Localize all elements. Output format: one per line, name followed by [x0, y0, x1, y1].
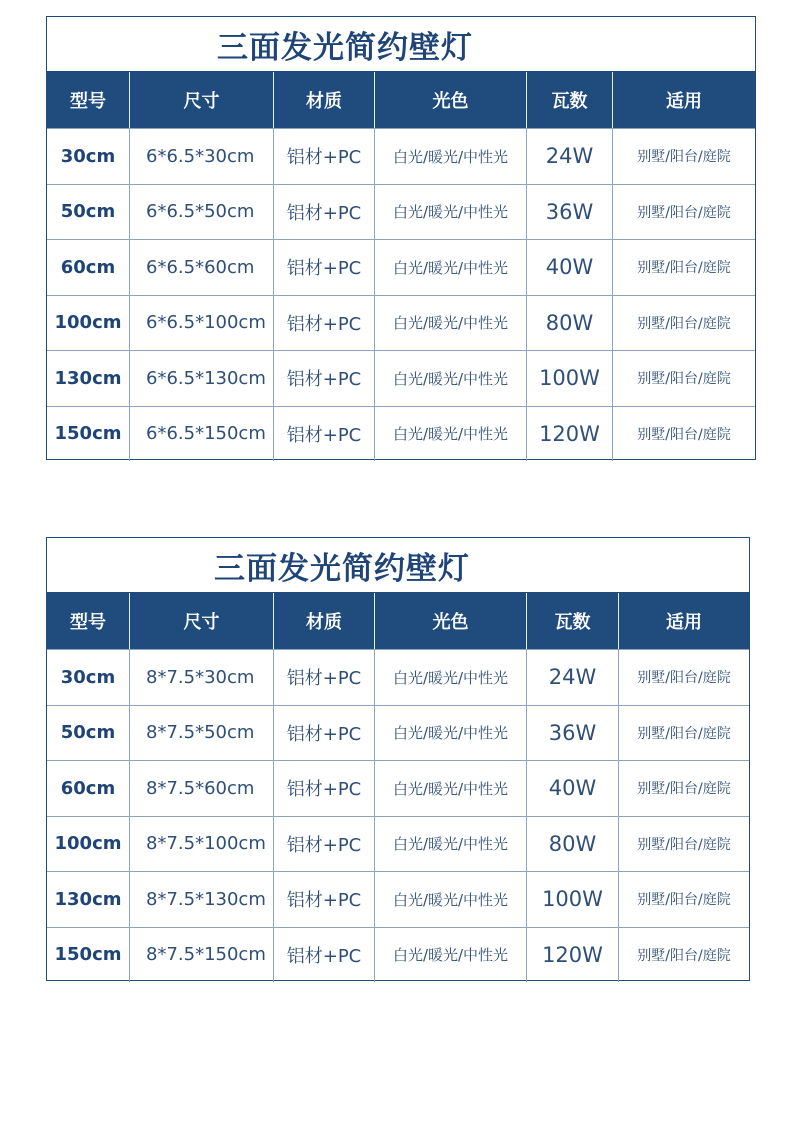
cell-material: 铝材+PC — [274, 296, 375, 351]
table-title-bar — [47, 538, 749, 593]
cell-usage: 别墅/阳台/庭院 — [637, 426, 731, 443]
cell-usage: 别墅/阳台/庭院 — [637, 670, 731, 687]
cell-wattage: 120W — [527, 407, 613, 462]
cell-size: 6*6.5*50cm — [130, 185, 274, 240]
cell-usage: 别墅/阳台/庭院 — [637, 149, 731, 166]
table-title: 三面发光简约壁灯 — [217, 29, 473, 66]
spec-table-2 — [46, 537, 750, 981]
cell-light-color: 白光/暖光/中性光 — [375, 706, 527, 761]
cell-usage: 别墅/阳台/庭院 — [637, 371, 731, 388]
cell-size: 8*7.5*60cm — [130, 761, 274, 816]
cell-material: 铝材+PC — [274, 407, 375, 462]
cell-size: 6*6.5*60cm — [130, 240, 274, 295]
cell-usage: 别墅/阳台/庭院 — [637, 315, 731, 332]
cell-model: 150cm — [47, 928, 130, 983]
header-usage: 适用 — [666, 612, 702, 633]
cell-light-color: 白光/暖光/中性光 — [375, 351, 527, 406]
table-row — [47, 184, 755, 240]
cell-usage: 别墅/阳台/庭院 — [637, 836, 731, 853]
table-title-bar — [47, 17, 755, 72]
cell-wattage: 120W — [527, 928, 619, 983]
cell-material: 铝材+PC — [274, 351, 375, 406]
cell-wattage: 24W — [527, 650, 619, 705]
cell-model: 30cm — [47, 129, 130, 184]
table-row — [47, 239, 755, 295]
cell-size: 8*7.5*130cm — [130, 872, 274, 927]
header-material: 材质 — [274, 593, 375, 649]
cell-material: 铝材+PC — [274, 650, 375, 705]
cell-material: 铝材+PC — [274, 928, 375, 983]
spec-table-1 — [46, 16, 756, 460]
cell-model: 50cm — [47, 706, 130, 761]
cell-usage: 别墅/阳台/庭院 — [637, 260, 731, 277]
table-row — [47, 760, 749, 816]
cell-model: 130cm — [47, 351, 130, 406]
cell-model: 150cm — [47, 407, 130, 462]
cell-wattage: 80W — [527, 296, 613, 351]
header-usage: 适用 — [666, 91, 702, 112]
cell-light-color: 白光/暖光/中性光 — [375, 761, 527, 816]
cell-light-color: 白光/暖光/中性光 — [375, 817, 527, 872]
header-wattage: 瓦数 — [527, 593, 619, 649]
cell-usage: 别墅/阳台/庭院 — [637, 725, 731, 742]
cell-usage: 别墅/阳台/庭院 — [637, 947, 731, 964]
cell-model: 60cm — [47, 761, 130, 816]
cell-material: 铝材+PC — [274, 240, 375, 295]
cell-material: 铝材+PC — [274, 185, 375, 240]
cell-wattage: 100W — [527, 872, 619, 927]
table-row — [47, 295, 755, 351]
cell-size: 6*6.5*100cm — [130, 296, 274, 351]
header-light-color: 光色 — [375, 72, 527, 128]
cell-light-color: 白光/暖光/中性光 — [375, 296, 527, 351]
table-row — [47, 705, 749, 761]
cell-material: 铝材+PC — [274, 129, 375, 184]
cell-light-color: 白光/暖光/中性光 — [375, 129, 527, 184]
cell-model: 50cm — [47, 185, 130, 240]
cell-model: 100cm — [47, 296, 130, 351]
cell-model: 130cm — [47, 872, 130, 927]
cell-light-color: 白光/暖光/中性光 — [375, 650, 527, 705]
cell-wattage: 100W — [527, 351, 613, 406]
cell-wattage: 24W — [527, 129, 613, 184]
cell-material: 铝材+PC — [274, 706, 375, 761]
cell-usage: 别墅/阳台/庭院 — [637, 204, 731, 221]
cell-material: 铝材+PC — [274, 761, 375, 816]
header-size: 尺寸 — [130, 72, 274, 128]
cell-size: 8*7.5*50cm — [130, 706, 274, 761]
table-header-row — [47, 593, 749, 649]
cell-size: 6*6.5*30cm — [130, 129, 274, 184]
header-material: 材质 — [274, 72, 375, 128]
cell-size: 6*6.5*130cm — [130, 351, 274, 406]
header-wattage: 瓦数 — [527, 72, 613, 128]
cell-wattage: 36W — [527, 185, 613, 240]
cell-material: 铝材+PC — [274, 872, 375, 927]
header-light-color: 光色 — [375, 593, 527, 649]
table-row — [47, 871, 749, 927]
table-row — [47, 649, 749, 705]
cell-wattage: 80W — [527, 817, 619, 872]
cell-model: 60cm — [47, 240, 130, 295]
header-model: 型号 — [47, 72, 130, 128]
cell-light-color: 白光/暖光/中性光 — [375, 407, 527, 462]
header-model: 型号 — [47, 593, 130, 649]
cell-light-color: 白光/暖光/中性光 — [375, 185, 527, 240]
table-row — [47, 350, 755, 406]
cell-size: 6*6.5*150cm — [130, 407, 274, 462]
cell-usage: 别墅/阳台/庭院 — [637, 892, 731, 909]
cell-wattage: 40W — [527, 761, 619, 816]
cell-model: 30cm — [47, 650, 130, 705]
header-size: 尺寸 — [130, 593, 274, 649]
cell-light-color: 白光/暖光/中性光 — [375, 872, 527, 927]
table-row — [47, 128, 755, 184]
cell-size: 8*7.5*100cm — [130, 817, 274, 872]
cell-light-color: 白光/暖光/中性光 — [375, 928, 527, 983]
table-header-row — [47, 72, 755, 128]
table-title: 三面发光简约壁灯 — [214, 550, 470, 587]
cell-model: 100cm — [47, 817, 130, 872]
cell-size: 8*7.5*30cm — [130, 650, 274, 705]
cell-size: 8*7.5*150cm — [130, 928, 274, 983]
cell-light-color: 白光/暖光/中性光 — [375, 240, 527, 295]
cell-wattage: 36W — [527, 706, 619, 761]
cell-material: 铝材+PC — [274, 817, 375, 872]
cell-wattage: 40W — [527, 240, 613, 295]
table-row — [47, 927, 749, 983]
table-row — [47, 406, 755, 462]
cell-usage: 别墅/阳台/庭院 — [637, 781, 731, 798]
table-row — [47, 816, 749, 872]
